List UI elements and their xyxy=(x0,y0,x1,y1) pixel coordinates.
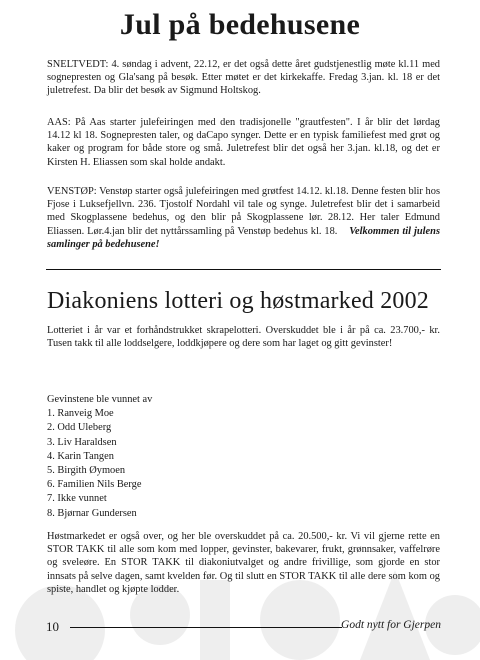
venstop-text: VENSTØP: Venstøp starter også julefeiringen med grøtfest 14.12. kl.18. Denne festen blir hos Fjose i Luksefjellvn. 236. Tjostolf Nordahl vil tale og synge. Juletrefest blir det i samarbeid med Skogplassene bedehus, og den blir på Skogplassene lør. 28.12. Her taler Edmund Eliassen. Lør.4.jan blir det nyttårssamling på Venstøp bedehus kl. 18. xyxy=(47,186,440,237)
article-title-lotteri: Diakoniens lotteri og høstmarked 2002 xyxy=(47,288,430,314)
winner-item: 4. Karin Tangen xyxy=(47,450,114,462)
paragraph-venstop xyxy=(47,185,440,251)
article-title-jul: Jul på bedehusene xyxy=(119,8,361,41)
page-footer xyxy=(46,619,441,635)
winner-item: 3. Liv Haraldsen xyxy=(47,436,117,448)
paragraph-sneltvedt: SNELTVEDT: 4. søndag i advent, 22.12, er det også dette året gudstjenestlig møte kl.11 med sognepresten og Gla'sang på besøk. Etter møtet er det kirkekaffe. Fredag 3.jan. kl. 18 er det juletrefest. Da blir det besøk av Sigmund Holtskog. xyxy=(47,59,440,97)
section-divider xyxy=(46,269,441,270)
publication-name: Godt nytt for Gjerpen xyxy=(341,619,441,631)
paragraph-hostmarked: Høstmarkedet er også over, og her ble overskuddet på ca. 20.500,- kr. Vi vil gjerne rette en STOR TAKK til alle som kom med lopper, gevinster, bakevarer, frukt, grønnsaker, vaffelrøre og sveleøre. En STOR TAKK til diakoniutvalget og andre frivillige, som gjorde en stor innsats på selve dagen, samt kvelden før. Og til slutt en STOR TAKK til alle dere som kom og spiste, handlet og kjøpte lodder. xyxy=(47,531,440,595)
winners-section xyxy=(47,393,440,521)
winner-item: 5. Birgith Øymoen xyxy=(47,465,126,477)
winners-heading: Gevinstene ble vunnet av xyxy=(47,394,153,405)
paragraph-lotteri-intro: Lotteriet i år var et forhåndstrukket skrapelotteri. Overskuddet ble i år på ca. 23.700,- kr. Tusen takk til alle loddselgere, loddkjøpere og dere som har laget og gitt gevinster! xyxy=(47,325,440,350)
closing-invitation: Velkommen til julens samlinger på bedehusene! xyxy=(47,225,440,250)
winners-list xyxy=(47,407,440,521)
winner-item: 2. Odd Uleberg xyxy=(47,422,112,434)
page-number: 10 xyxy=(46,619,59,634)
winner-item: 8. Bjørnar Gundersen xyxy=(47,507,137,519)
paragraph-aas: AAS: På Aas starter julefeiringen med den tradisjonelle "grautfesten". I år blir det lørdag 14.12 kl 18. Sognepresten taler, og daCapo synger. Dette er en typisk familiefest med grøt og kaker og program for både store og små. Juletrefest blir det også her 3.jan. kl.18, og det er Kirsten H. Eliassen som skal holde andakt. xyxy=(47,117,440,168)
winner-item: 6. Familien Nils Berge xyxy=(47,479,142,491)
winner-item: 1. Ranveig Moe xyxy=(47,408,114,420)
winner-item: 7. Ikke vunnet xyxy=(47,493,107,505)
footer-rule xyxy=(70,627,342,628)
